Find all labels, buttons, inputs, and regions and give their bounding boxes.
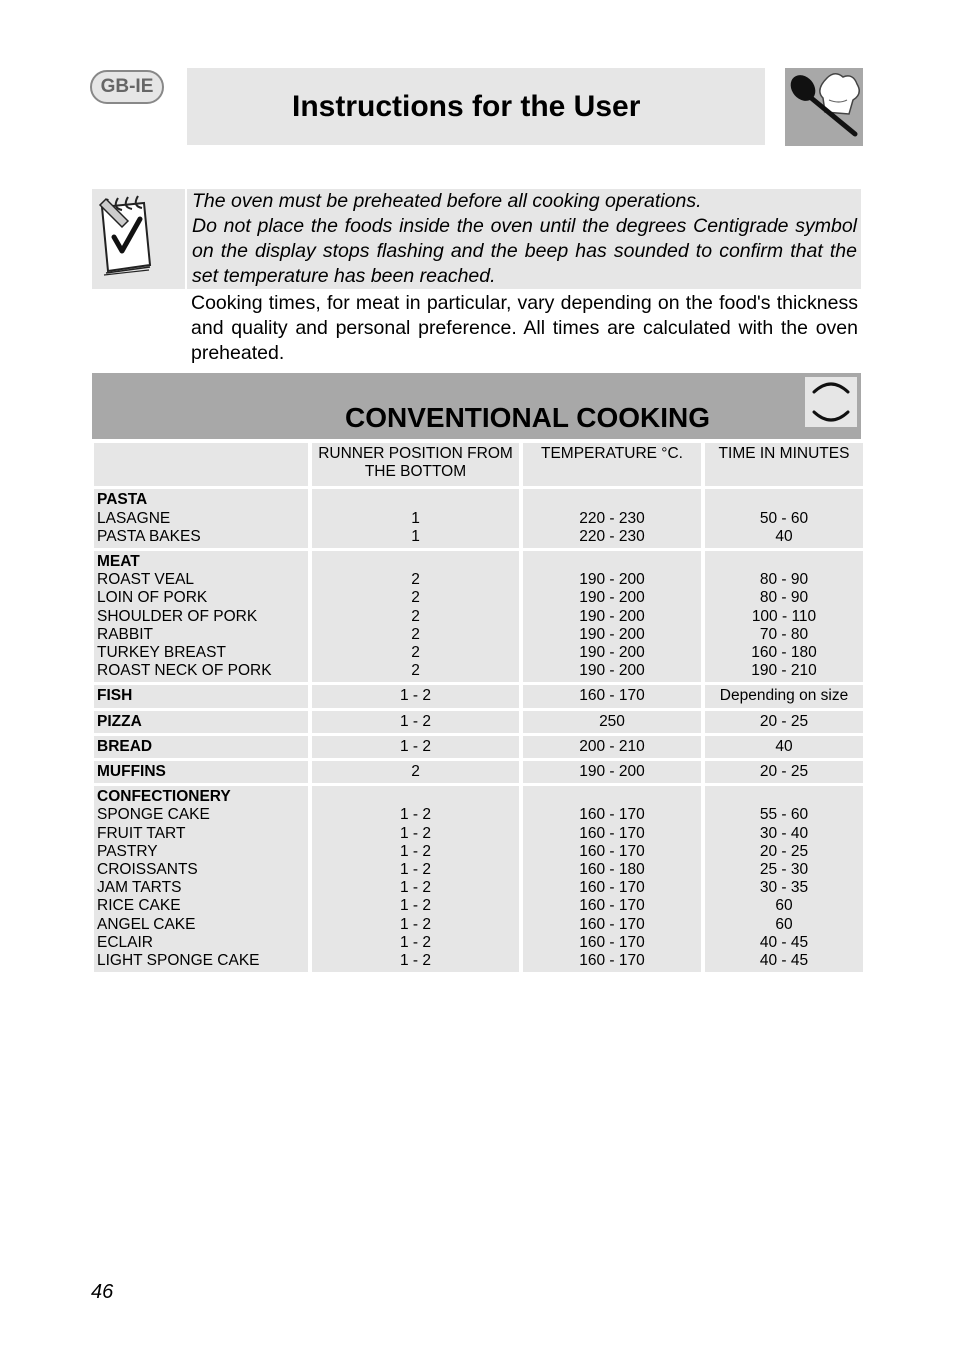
runner-value: 2 — [411, 662, 420, 680]
food-cell — [94, 551, 308, 682]
time-value: 25 - 30 — [759, 861, 809, 879]
food-item: PASTRY — [97, 842, 158, 860]
region-badge: GB-IE — [90, 70, 164, 104]
runner-value: 1 - 2 — [399, 861, 431, 879]
temperature-value: 160 - 170 — [579, 806, 645, 824]
temperature-value: 160 - 170 — [579, 687, 645, 705]
runner-cell — [312, 551, 519, 682]
runner-cell — [312, 685, 519, 707]
runner-value: 2 — [411, 644, 420, 662]
runner-value: 2 — [411, 625, 420, 643]
table-row — [94, 786, 863, 972]
time-value: 60 — [775, 897, 793, 915]
note-line-2: Do not place the foods inside the oven until the degrees Centigrade symbol on the display stops flashing and the beep has sounded to confirm that the set temperature has been reached. — [192, 215, 857, 287]
row-spacer — [708, 553, 860, 571]
food-category: PASTA — [97, 491, 148, 509]
temperature-value: 250 — [599, 712, 625, 730]
runner-value: 2 — [411, 763, 420, 781]
temperature-cell — [523, 551, 701, 682]
temperature-value: 190 - 200 — [579, 607, 645, 625]
runner-value: 1 - 2 — [399, 737, 431, 755]
time-value: 40 — [775, 527, 793, 545]
time-value: Depending on size — [719, 687, 849, 705]
cooking-times-info: Cooking times, for meat in particular, vary depending on the food's thickness and quality and personal preference. All times are calculated with the oven preheated. — [191, 292, 858, 364]
food-item: CROISSANTS — [97, 861, 198, 879]
table-row — [94, 761, 863, 783]
food-item: TURKEY BREAST — [97, 644, 226, 662]
temperature-cell — [523, 685, 701, 707]
food-item: LIGHT SPONGE CAKE — [97, 952, 260, 970]
time-value: 80 - 90 — [759, 589, 809, 607]
temperature-value: 190 - 200 — [579, 644, 645, 662]
time-value: 100 - 110 — [751, 607, 817, 625]
time-value: 20 - 25 — [759, 842, 809, 860]
temperature-value: 220 - 230 — [579, 509, 645, 527]
note-line-1: The oven must be preheated before all cooking operations. — [192, 190, 702, 212]
food-category: BREAD — [97, 737, 153, 755]
temperature-cell — [523, 736, 701, 758]
runner-value: 2 — [411, 589, 420, 607]
temperature-value: 160 - 170 — [579, 952, 645, 970]
runner-value: 1 - 2 — [399, 952, 431, 970]
time-value: 55 - 60 — [759, 806, 809, 824]
row-spacer — [315, 491, 516, 509]
time-cell — [705, 551, 863, 682]
food-category: CONFECTIONERY — [97, 788, 231, 806]
runner-value: 1 - 2 — [399, 897, 431, 915]
temperature-value: 160 - 170 — [579, 933, 645, 951]
runner-value: 1 - 2 — [399, 915, 431, 933]
temperature-value: 200 - 210 — [579, 737, 645, 755]
temperature-cell — [523, 711, 701, 733]
runner-value: 1 - 2 — [399, 806, 431, 824]
runner-value: 1 - 2 — [399, 712, 431, 730]
food-item: ECLAIR — [97, 933, 153, 951]
runner-cell — [312, 736, 519, 758]
food-item: LASAGNE — [97, 509, 171, 527]
food-category: PIZZA — [97, 712, 142, 730]
conventional-heating-icon — [805, 377, 857, 427]
temperature-value: 190 - 200 — [579, 763, 645, 781]
food-cell — [94, 736, 308, 758]
time-cell — [705, 685, 863, 707]
time-cell — [705, 736, 863, 758]
row-spacer — [315, 788, 516, 806]
chef-spoon-icon — [785, 68, 863, 146]
note-icon-box — [92, 189, 185, 289]
runner-value: 1 - 2 — [399, 842, 431, 860]
time-cell — [705, 711, 863, 733]
temperature-cell — [523, 489, 701, 548]
runner-cell — [312, 761, 519, 783]
table-row — [94, 711, 863, 733]
temperature-value: 190 - 200 — [579, 571, 645, 589]
temperature-value: 160 - 180 — [579, 861, 645, 879]
food-item: RICE CAKE — [97, 897, 181, 915]
food-cell — [94, 786, 308, 972]
table-header-row — [94, 443, 863, 486]
time-value: 40 — [775, 737, 793, 755]
row-spacer — [708, 788, 860, 806]
temperature-value: 220 - 230 — [579, 527, 645, 545]
section-title: CONVENTIONAL COOKING — [345, 402, 711, 433]
food-category: MEAT — [97, 553, 140, 571]
time-value: 70 - 80 — [759, 625, 809, 643]
time-cell — [705, 761, 863, 783]
time-value: 20 - 25 — [759, 763, 809, 781]
time-value: 60 — [775, 915, 793, 933]
time-value: 40 - 45 — [759, 933, 809, 951]
section-header — [92, 373, 861, 439]
row-spacer — [526, 788, 698, 806]
runner-value: 1 — [411, 527, 420, 545]
temperature-value: 160 - 170 — [579, 824, 645, 842]
food-item: PASTA BAKES — [97, 527, 201, 545]
column-header — [94, 443, 308, 486]
title-bar — [187, 68, 765, 145]
page-title: Instructions for the User — [292, 89, 641, 123]
runner-value: 2 — [411, 571, 420, 589]
column-header: TIME IN MINUTES — [705, 443, 863, 486]
time-value: 80 - 90 — [759, 571, 809, 589]
food-item: ROAST NECK OF PORK — [97, 662, 272, 680]
temperature-value: 160 - 170 — [579, 915, 645, 933]
runner-cell — [312, 711, 519, 733]
food-cell — [94, 711, 308, 733]
row-spacer — [526, 553, 698, 571]
time-value: 190 - 210 — [751, 662, 817, 680]
food-category: MUFFINS — [97, 763, 166, 781]
time-value: 160 - 180 — [751, 644, 817, 662]
time-value: 20 - 25 — [759, 712, 809, 730]
time-value: 30 - 35 — [759, 879, 809, 897]
time-value: 40 - 45 — [759, 952, 809, 970]
temperature-value: 190 - 200 — [579, 662, 645, 680]
food-item: SPONGE CAKE — [97, 806, 210, 824]
temperature-value: 160 - 170 — [579, 842, 645, 860]
temperature-value: 190 - 200 — [579, 625, 645, 643]
column-header: RUNNER POSITION FROM THE BOTTOM — [312, 443, 519, 486]
food-cell — [94, 489, 308, 548]
row-spacer — [315, 553, 516, 571]
row-spacer — [526, 491, 698, 509]
runner-value: 1 - 2 — [399, 879, 431, 897]
time-cell — [705, 786, 863, 972]
cooking-table — [90, 440, 867, 975]
table-row — [94, 489, 863, 548]
food-cell — [94, 761, 308, 783]
food-item: FRUIT TART — [97, 824, 186, 842]
runner-value: 1 - 2 — [399, 933, 431, 951]
preheat-note — [187, 189, 861, 289]
temperature-cell — [523, 761, 701, 783]
food-item: LOIN OF PORK — [97, 589, 208, 607]
temperature-value: 190 - 200 — [579, 589, 645, 607]
page-number: 46 — [91, 1281, 114, 1303]
runner-value: 1 - 2 — [399, 824, 431, 842]
food-item: ANGEL CAKE — [97, 915, 196, 933]
column-header: TEMPERATURE °C. — [523, 443, 701, 486]
runner-value: 1 — [411, 509, 420, 527]
food-item: RABBIT — [97, 625, 153, 643]
runner-cell — [312, 489, 519, 548]
runner-value: 2 — [411, 607, 420, 625]
table-row — [94, 736, 863, 758]
temperature-value: 160 - 170 — [579, 897, 645, 915]
row-spacer — [708, 491, 860, 509]
runner-value: 1 - 2 — [399, 687, 431, 705]
temperature-cell — [523, 786, 701, 972]
runner-cell — [312, 786, 519, 972]
time-value: 50 - 60 — [759, 509, 809, 527]
notepad-check-icon — [92, 189, 185, 289]
time-value: 30 - 40 — [759, 824, 809, 842]
time-cell — [705, 489, 863, 548]
table-row — [94, 685, 863, 707]
food-item: ROAST VEAL — [97, 571, 195, 589]
table-row — [94, 551, 863, 682]
food-item: JAM TARTS — [97, 879, 182, 897]
food-cell — [94, 685, 308, 707]
food-category: FISH — [97, 687, 133, 705]
food-item: SHOULDER OF PORK — [97, 607, 258, 625]
temperature-value: 160 - 170 — [579, 879, 645, 897]
